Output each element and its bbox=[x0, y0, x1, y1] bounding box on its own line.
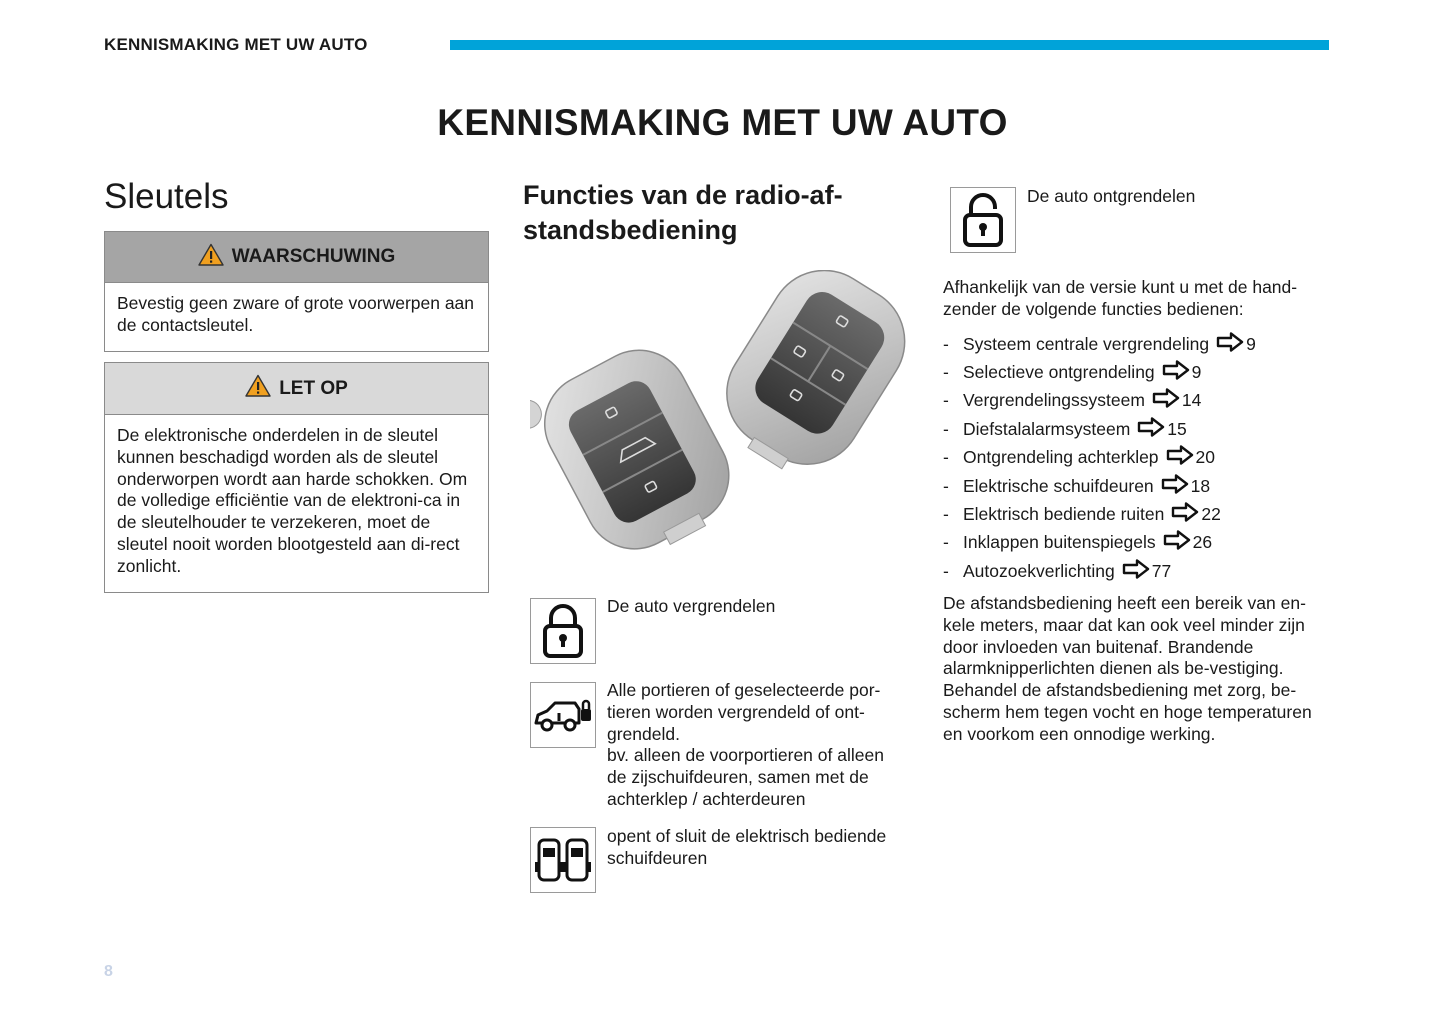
function-text-selective-extra: bv. alleen de voorportieren of alleen de zijschuifdeuren, samen met de achterklep / achterdeuren bbox=[607, 745, 884, 809]
function-list-label: Elektrisch bediende ruiten bbox=[963, 504, 1165, 525]
list-dash: - bbox=[943, 362, 949, 383]
padlock-closed-icon bbox=[530, 598, 596, 664]
page-reference-arrow-icon bbox=[1137, 417, 1165, 442]
function-list-label: Selectieve ontgrendeling bbox=[963, 362, 1155, 383]
page-number: 8 bbox=[104, 963, 113, 980]
function-list bbox=[943, 330, 1256, 586]
function-list-item bbox=[943, 472, 1256, 500]
page-reference-arrow-icon bbox=[1216, 332, 1244, 357]
list-dash: - bbox=[943, 333, 949, 354]
function-text-unlock: De auto ontgrendelen bbox=[1027, 186, 1196, 206]
page-reference-link[interactable]: 14 bbox=[1181, 390, 1202, 411]
function-text-selective bbox=[607, 680, 907, 811]
remote-range-text: De afstandsbediening heeft een bereik van en-kele meters, maar dat kan ook veel minder zijn door invloeden van buitenaf. Brandende alarmknipperlichten dienen als be-vestiging. Behandel de afstandsbediening met zorg, be-scherm hem tegen vocht en hoge temperaturen en voorkom een onnodige werking. bbox=[943, 593, 1312, 744]
function-list-label: Autozoekverlichting bbox=[963, 560, 1115, 581]
functions-intro: Afhankelijk van de versie kunt u met de hand-zender de volgende functies bedienen: bbox=[943, 277, 1298, 319]
function-list-label: Diefstalalarmsysteem bbox=[963, 418, 1131, 439]
warning-triangle-icon bbox=[198, 243, 224, 272]
caution-heading-text: LET OP bbox=[279, 377, 348, 399]
page-reference-arrow-icon bbox=[1162, 360, 1190, 385]
padlock-open-icon bbox=[950, 187, 1016, 253]
page-reference-link[interactable]: 9 bbox=[1191, 362, 1202, 383]
page-reference-link[interactable]: 18 bbox=[1190, 475, 1211, 496]
page-reference-link[interactable]: 26 bbox=[1192, 532, 1213, 553]
list-dash: - bbox=[943, 560, 949, 581]
warning-box bbox=[104, 231, 489, 352]
function-list-item bbox=[943, 330, 1256, 358]
function-list-label: Vergrendelingssysteem bbox=[963, 390, 1145, 411]
function-text-lock: De auto vergrendelen bbox=[607, 596, 776, 616]
page-reference-link[interactable]: 20 bbox=[1195, 447, 1216, 468]
page-reference-arrow-icon bbox=[1161, 474, 1189, 499]
list-dash: - bbox=[943, 532, 949, 553]
function-list-label: Inklappen buitenspiegels bbox=[963, 532, 1156, 553]
page-reference-arrow-icon bbox=[1152, 388, 1180, 413]
page-title: KENNISMAKING MET UW AUTO bbox=[437, 102, 1008, 143]
warning-triangle-icon bbox=[245, 374, 271, 403]
page-reference-arrow-icon bbox=[1166, 445, 1194, 470]
list-dash: - bbox=[943, 475, 949, 496]
page-reference-link[interactable]: 9 bbox=[1246, 333, 1256, 354]
function-list-item bbox=[943, 557, 1256, 585]
car-selective-lock-icon bbox=[530, 682, 596, 748]
list-dash: - bbox=[943, 504, 949, 525]
page-reference-link[interactable]: 22 bbox=[1201, 504, 1221, 525]
caution-text: De elektronische onderdelen in de sleutel kunnen beschadigd worden als de sleutel onderworpen wordt aan harde schokken. Om de volledige efficiëntie van de elektroni-ca in de sleutelhouder te verzekeren, moet de sleutel nooit worden blootgesteld aan di-rect zonlicht. bbox=[117, 425, 468, 576]
function-list-label: Ontgrendeling achterklep bbox=[963, 447, 1159, 468]
function-list-item bbox=[943, 444, 1256, 472]
list-dash: - bbox=[943, 447, 949, 468]
caution-heading bbox=[105, 363, 488, 415]
function-list-item bbox=[943, 529, 1256, 557]
warning-text: Bevestig geen zware of grote voorwerpen aan de contactsleutel. bbox=[117, 293, 475, 335]
list-dash: - bbox=[943, 418, 949, 439]
page-reference-link[interactable]: 15 bbox=[1167, 418, 1187, 439]
header-label: KENNISMAKING MET UW AUTO bbox=[104, 35, 368, 54]
function-list-item bbox=[943, 500, 1256, 528]
page-reference-link[interactable]: 77 bbox=[1151, 560, 1172, 581]
page-reference-arrow-icon bbox=[1122, 559, 1150, 584]
warning-heading-text: WAARSCHUWING bbox=[231, 246, 396, 267]
function-list-label: Systeem centrale vergrendeling bbox=[963, 333, 1210, 354]
page-reference-arrow-icon bbox=[1171, 502, 1199, 527]
function-list-item bbox=[943, 358, 1256, 386]
section-title-sleutels: Sleutels bbox=[104, 177, 229, 216]
function-list-label: Elektrische schuifdeuren bbox=[963, 475, 1154, 496]
function-list-item bbox=[943, 415, 1256, 443]
function-text-sliding-doors: opent of sluit de elektrisch bediende schuifdeuren bbox=[607, 826, 887, 868]
function-list-item bbox=[943, 387, 1256, 415]
sliding-doors-icon bbox=[530, 827, 596, 893]
page-reference-arrow-icon bbox=[1163, 530, 1191, 555]
warning-heading bbox=[105, 232, 488, 283]
function-text-selective-main: Alle portieren of geselecteerde por-tieren worden vergrendeld of ont-grendeld. bbox=[607, 680, 881, 744]
section-title-remote-functions: Functies van de radio-af-standsbediening bbox=[523, 180, 843, 245]
remote-key-fobs-image bbox=[530, 270, 910, 560]
caution-box bbox=[104, 362, 489, 593]
list-dash: - bbox=[943, 390, 949, 411]
header-accent-bar bbox=[450, 40, 1329, 50]
